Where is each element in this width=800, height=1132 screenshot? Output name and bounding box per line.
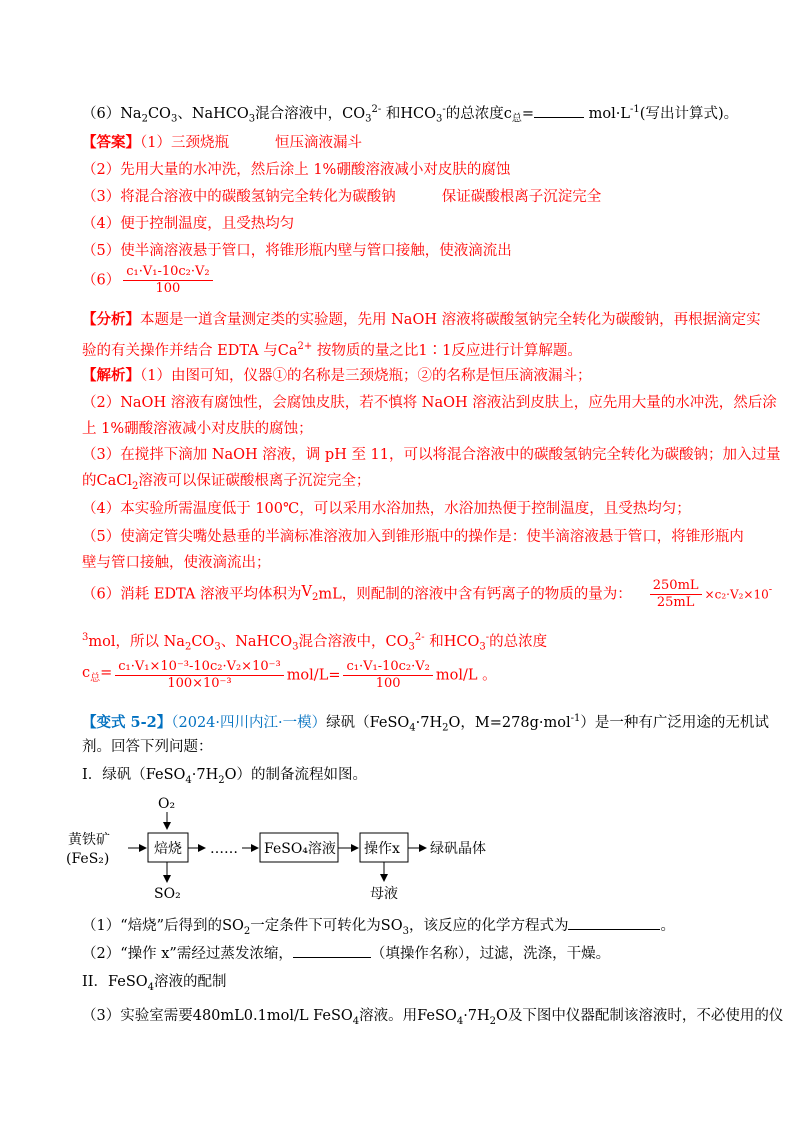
question-2: （2）“操作 x”需经过蒸发浓缩， （填操作名称），过滤，洗涤，干燥。 [82, 943, 610, 964]
analysis-line-2: 验的有关操作并结合 EDTA 与$Ca^{2+}$ 按物质的量之比1∶1反应进行计算解题。 [82, 341, 582, 359]
answer-line-5: （5）使半滴溶液悬于管口，将锥形瓶内壁与管口接触，使液滴流出 [82, 243, 512, 259]
answer-line-3: （3）将混合溶液中的碳酸氢钠完全转化为碳酸钠 保证碳酸根离子沉淀完全 [82, 189, 602, 205]
answer-line-4: （4）便于控制温度，且受热均匀 [82, 216, 295, 232]
question-3: （3）实验室需要480mL0.1mol/L FeSO$_4$溶液。用$FeSO_4\cdot 7H_2O$及下图中仪器配制该溶液时，不必使用的仪 [82, 1008, 784, 1027]
explanation-line-6a: （6）消耗 EDTA 溶液平均体积为$V_2mL$，则配制的溶液中含有钙离子的物质的量为： $\frac{250mL}{25mL}$ ×c₂·V₂×10- [82, 578, 773, 610]
flowchart-diagram [60, 792, 520, 904]
variant-line-1: 【变式 5-2】（2024·四川内江·一模）绿矾（$FeSO_4\cdot 7H_2O$，M=278g·mol$^{-1}$）是一种有广泛用途的无机试 [82, 713, 769, 734]
explanation-final-formula: $c_总=$ $\frac{\text{c₁·V₁×10⁻³-10c₂·V₂×10⁻³}}{\text{100×10⁻³}}$ mol/L= $\frac{\text{c₁·V₁-10c₂·V₂}}{100}$ mol/L 。 [82, 659, 497, 691]
final-fraction-2: $\frac{\text{c₁·V₁-10c₂·V₂}}{100}$ [343, 659, 432, 692]
question-2-blank [293, 943, 371, 958]
question-1-blank [568, 915, 660, 930]
roast-label: 焙烧 [154, 841, 182, 857]
answer-fraction: $\frac{\text{c₁·V₁-10c₂·V₂}}{100}$ [123, 264, 212, 297]
product-label: 绿矾晶体 [430, 841, 486, 857]
answer-line-1: 【答案】（1）三颈烧瓶 恒压滴液漏斗 [82, 134, 362, 151]
solution-label: FeSO₄溶液 [264, 841, 336, 857]
question-6-top: $(6)Na_2CO_3$、NaHCO$_3$混合溶液中，$CO_3^{2-}$ 和$HCO_3^-$的总浓度$c_总= mol\cdot L^{-1}$(写出计算式)。 [82, 104, 739, 125]
o2-label: O₂ [158, 796, 176, 812]
explanation-line-2b: 上 1%硼酸溶液减小对皮肤的腐蚀； [82, 421, 313, 437]
raw-material-label: 黄铁矿 [68, 832, 110, 848]
explanation-line-2a: （2）NaOH 溶液有腐蚀性，会腐蚀皮肤，若不慎将 NaOH 溶液沾到皮肤上，应先用大量的水冲洗，然后涂 [82, 395, 777, 411]
answer-blank [534, 103, 584, 118]
variant-line-2: 剂。回答下列问题： [82, 739, 213, 755]
raw-material-formula: (FeS₂) [66, 851, 110, 867]
explanation-line-3a: （3）在搅拌下滴加 NaOH 溶液，调 pH 至 11，可以将混合溶液中的碳酸氢钠完全转化为碳酸钠；加入过量 [82, 447, 781, 463]
so2-label: SO₂ [154, 886, 181, 902]
dots-label: …… [210, 841, 238, 857]
part-2-heading: II．FeSO$_4$溶液的配制 [82, 974, 227, 993]
answer-line-2: （2）先用大量的水冲洗，然后涂上 1%硼酸溶液减小对皮肤的腐蚀 [82, 162, 511, 178]
explanation-line-3b: 的CaCl$_2$溶液可以保证碳酸根离子沉淀完全； [82, 473, 371, 492]
operation-label: 操作x [364, 841, 400, 857]
mother-liquor-label: 母液 [370, 886, 398, 902]
explanation-line-5b: 壁与管口接触，使液滴流出； [82, 555, 271, 571]
analysis-line-1: 【分析】本题是一道含量测定类的实验题，先用 NaOH 溶液将碳酸氢钠完全转化为碳酸钠，再根据滴定实 [82, 311, 761, 328]
answer-line-6: （6） $\frac{\text{c₁·V₁-10c₂·V₂}}{100}$ [82, 264, 216, 297]
volume-fraction: $\frac{250mL}{25mL}$ [650, 578, 702, 611]
explanation-line-4: （4）本实验所需温度低于 100℃，可以采用水浴加热，水浴加热便于控制温度，且受热均匀； [82, 501, 691, 517]
explanation-line-5a: （5）使滴定管尖嘴处悬垂的半滴标准溶液加入到锥形瓶中的操作是：使半滴溶液悬于管口，将锥形瓶内 [82, 529, 744, 545]
part-1-heading: I．绿矾$(FeSO_4\cdot 7H_2O)$的制备流程如图。 [82, 767, 368, 786]
question-1: （1）“焙烧”后得到的$SO_2$一定条件下可转化为$SO_3$，该反应的化学方程式为 。 [82, 915, 675, 942]
explanation-line-1: 【解析】（1）由图可知，仪器①的名称是三颈烧瓶；②的名称是恒压滴液漏斗； [82, 367, 592, 384]
final-fraction-1: $\frac{\text{c₁·V₁×10⁻³-10c₂·V₂×10⁻³}}{\text{100×10⁻³}}$ [115, 659, 283, 692]
explanation-line-6b: $^3$mol，所以 $Na_2CO_3$、NaHCO$_3$混合溶液中，$CO_3^{2-}$ 和$HCO_3^-$的总浓度 [82, 632, 548, 653]
